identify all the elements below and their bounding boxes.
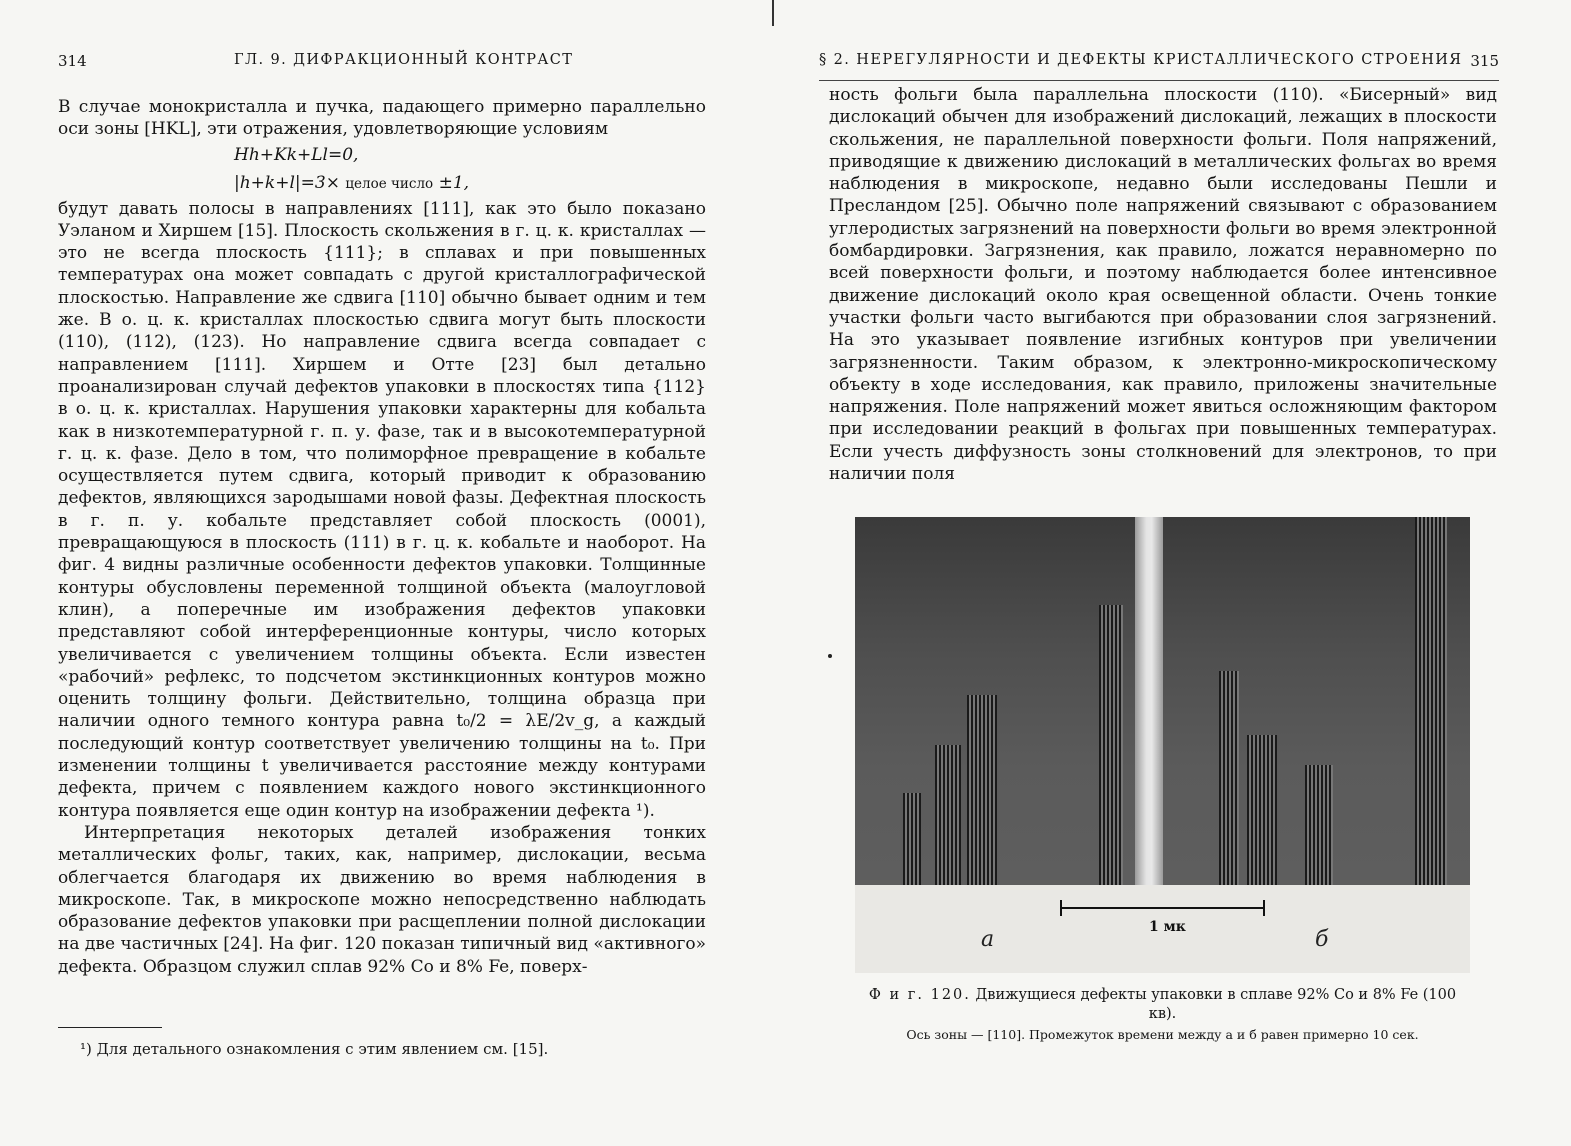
stacking-fault <box>1415 517 1447 885</box>
stacking-fault <box>1247 735 1277 885</box>
page-number: 314 <box>58 52 87 70</box>
footnote: ¹) Для детального ознакомления с этим явлением см. [15]. <box>80 1040 549 1058</box>
equation-1 <box>58 141 706 169</box>
subfigure-label-a: а <box>981 927 995 952</box>
equation-text: |h+k+l|=3× <box>234 172 340 193</box>
scale-label: 1 мк <box>1149 919 1186 935</box>
footnote-rule <box>58 1027 162 1028</box>
caption-text: Движущиеся дефекты упаковки в сплаве 92% Co и 8% Fe (100 кв). <box>975 987 1457 1022</box>
stacking-fault <box>1305 765 1333 885</box>
stacking-fault <box>903 793 921 885</box>
body-text <box>58 96 706 978</box>
equation-words: целое число <box>345 175 434 192</box>
body-text <box>829 84 1497 485</box>
equation-2 <box>58 169 706 198</box>
paragraph: будут давать полосы в направлениях [111], как это было показано Уэланом и Хиршем [15]. Плоскость скольжения в г. ц. к. кристаллах — это не всегда плоскость {111}; в сплавах и при повышенных температурах она может совпадать с другой кристаллографической плоскостью. Направление же сдвига [110] обычно бывает одним и тем же. В о. ц. к. кристаллах плоскостью сдвига могут быть плоскости (110), (112), (123). Но направление сдвига всегда совпадает с направлением [111]. Хиршем и Отте [23] был детально проанализирован случай дефектов упаковки в плоскостях типа {112} в о. ц. к. кристаллах. Нарушения упаковки характерны для кобальта как в низкотемпературной г. п. у. фазе, так и в высокотемпературной г. ц. к. фазе. Дело в том, что полиморфное превращение в кобальте осуществляется путем сдвига, который приводит к образованию дефектов, являющихся зародышами новой фазы. Дефектная плоскость в г. п. у. кобальте представляет собой плоскость (0001), превращающуюся в плоскость (111) в г. ц. к. кобальте и наоборот. На фиг. 4 видны различные особенности дефектов упаковки. Толщинные контуры обусловлены переменной толщиной объекта (малоугловой клин), а поперечные им изображения дефектов упаковки представляют собой интерференционные контуры, число которых увеличивается с увеличением толщины объекта. Если известен «рабочий» рефлекс, то подсчетом экстинкционных контуров можно оценить толщину фольги. Действительно, толщина образца при наличии одного темного контура равна t₀/2 = λE/2v_g, а каждый последующий контур соответствует увеличению толщины на t₀. При изменении толщины t увеличивается расстояние между контурами дефекта, причем с появлением каждого нового экстинкционного контура появляется еще один контур на изображении дефекта ¹). <box>58 198 706 821</box>
chapter-title: ГЛ. 9. ДИФРАКЦИОННЫЙ КОНТРАСТ <box>234 52 574 68</box>
stacking-fault <box>967 695 997 885</box>
paragraph: ность фольги была параллельна плоскости (110). «Бисерный» вид дислокаций обычен для изображений дислокаций, лежащих в плоскости скольжения, не параллельной поверхности фольги. Поля напряжений, приводящие к движению дислокаций в металлических фольгах во время наблюдения в микроскопе, недавно были исследованы Пешли и Пресландом [25]. Обычно поле напряжений связывают с образованием углеродистых загрязнений на поверхности фольги во время электронной бомбардировки. Загрязнения, как правило, ложатся неравномерно по всей поверхности фольги, и поэтому наблюдается более интенсивное движение дислокаций около края освещенной области. Очень тонкие участки фольги часто выгибаются при образовании слоя загрязнений. На это указывает появление изгибных контуров при увеличении загрязненности. Таким образом, к электронно-микроскопическому объекту в ходе исследования, как правило, приложены значительные напряжения. Поле напряжений может явиться осложняющим фактором при исследовании реакций в фольгах при повышенных температурах. Если учесть диффузность зоны столкновений для электронов, то при наличии поля <box>829 85 1497 485</box>
bright-band <box>1135 517 1163 885</box>
header-rule <box>819 80 1499 81</box>
figure-caption-secondary: Ось зоны — [110]. Промежуток времени между а и б равен примерно 10 сек. <box>906 1027 1419 1042</box>
left-page <box>0 0 785 1146</box>
stacking-fault <box>935 745 961 885</box>
figure-number: Ф и г. 120. <box>868 987 971 1003</box>
stacking-fault <box>1219 671 1239 885</box>
paragraph: Интерпретация некоторых деталей изображения тонких металлических фольг, таких, как, например, дислокации, весьма облегчается благодаря их движению во время наблюдения в микроскопе. Так, в микроскопе можно непосредственно наблюдать образование дефектов упаковки при расщеплении полной дислокации на две частичных [24]. На фиг. 120 показан типичный вид «активного» дефекта. Образцом служил сплав 92% Co и 8% Fe, поверх- <box>58 822 706 977</box>
equation-text: ±1, <box>438 172 470 193</box>
scale-bar <box>1060 907 1265 909</box>
print-speck <box>828 654 832 658</box>
equation-text: Hh+Kk+Ll=0, <box>234 144 359 165</box>
micrograph-figure <box>855 517 1470 973</box>
figure-caption <box>855 986 1470 1024</box>
paragraph: В случае монокристалла и пучка, падающего примерно параллельно оси зоны [HKL], эти отражения, удовлетворяющие условиям <box>58 97 706 140</box>
page-number: 315 <box>1470 52 1499 70</box>
stacking-fault <box>1099 605 1123 885</box>
subfigure-label-b: б <box>1315 927 1329 952</box>
section-title: § 2. НЕРЕГУЛЯРНОСТИ И ДЕФЕКТЫ КРИСТАЛЛИЧЕСКОГО СТРОЕНИЯ <box>819 52 1463 68</box>
